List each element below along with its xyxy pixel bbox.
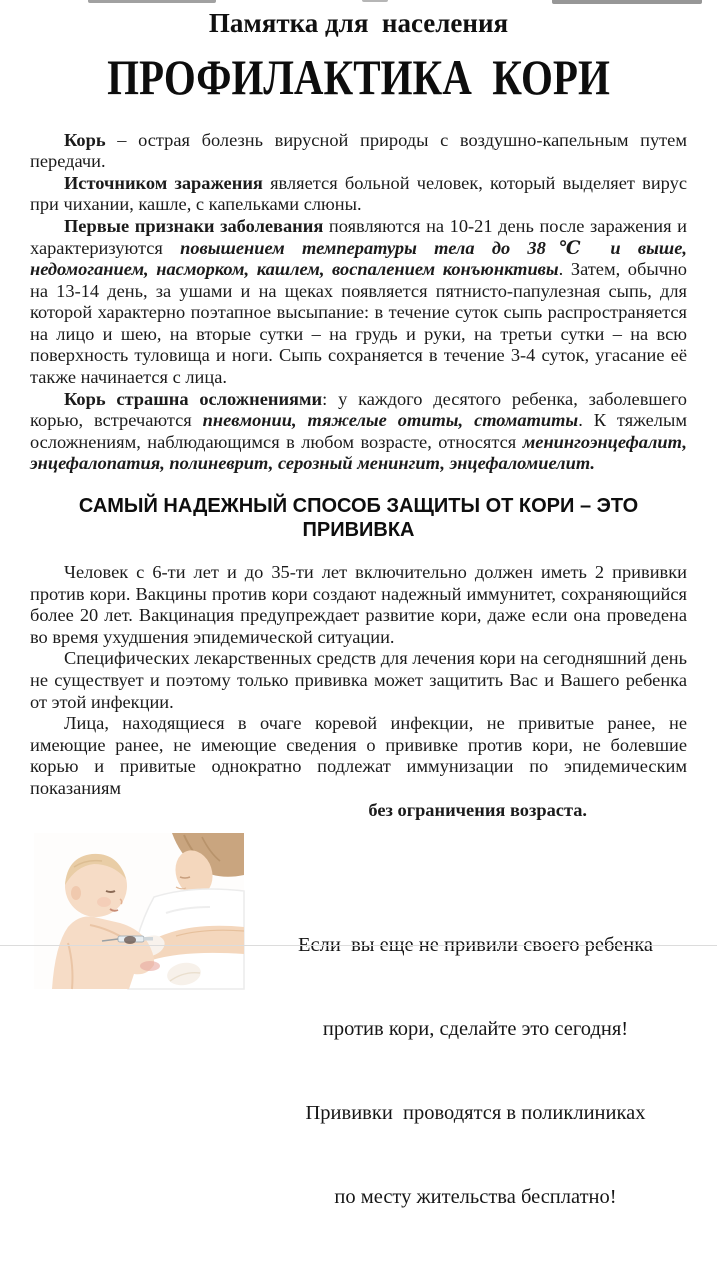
- paragraph-no-treatment: Специфических лекарственных средств для лечения кори на сегодняшний день не существует и поэтому только прививка может защитить Вас и Вашего ребенка от этой инфекции.: [30, 648, 687, 712]
- callout-line: Если вы еще не привили своего ребенка: [298, 934, 653, 957]
- paragraph-contact-persons: Лица, находящиеся в очаге коревой инфекции, не привитые ранее, не имеющие ранее, не имеющие сведения о прививке против кори, не болевшие корью и привитые однократно подлежат иммунизации по эпидемическим показаниям: [30, 713, 687, 798]
- complications-emphasis: пневмонии, тяжелые отиты, стоматиты: [202, 410, 579, 431]
- text-run: является больной человек, который выделяет вирус при чихании, кашле, с капельками слюны.: [30, 172, 687, 215]
- doc-title: ПРОФИЛАКТИКА КОРИ: [107, 49, 610, 106]
- term-measles: Корь: [64, 129, 106, 150]
- text-run: появляются на 10-21 день после заражения и характеризуются: [30, 215, 687, 258]
- text-run: – острая болезнь вирусной природы с воздушно-капельным путем передачи.: [30, 129, 687, 172]
- term-first-signs: Первые признаки заболевания: [64, 215, 324, 236]
- paragraph-definition: [30, 130, 687, 173]
- doc-subtitle: Памятка для населения: [208, 8, 509, 38]
- scan-artifact: [552, 0, 702, 4]
- no-age-limit-line: без ограничения возраста.: [368, 799, 587, 820]
- scan-artifact: [362, 0, 388, 2]
- term-complications: Корь страшна осложнениями: [64, 388, 323, 409]
- text-run: . Затем, обычно на 13-14 день, за ушами и на щеках появляется пятнисто-папулезная сыпь, для которой характерно поэтапное высыпание: в течение суток сыпь распространяется на лицо и шею, на вторые сутки – на грудь и руки, на третьи сутки – на всю поверхность туловища и ноги. Сыпь сохраняется в течение 3-4 суток, угасание её также начинается с лица.: [30, 259, 687, 388]
- scan-edge-line: [0, 945, 717, 946]
- callout-line: по месту жительства бесплатно!: [334, 1186, 617, 1209]
- paragraph-infection-source: [30, 173, 687, 216]
- callout-line: Прививки проводятся в поликлиниках: [305, 1102, 646, 1125]
- text-run: : у каждого десятого ребенка, заболевшего корью, встречаются: [30, 388, 688, 431]
- complications-emphasis: менингоэнцефалит, энцефалопатия, полиневрит, серозный менингит, энцефаломиелит.: [30, 431, 687, 474]
- section-heading-vaccination: САМЫЙ НАДЕЖНЫЙ СПОСОБ ЗАЩИТЫ ОТ КОРИ – ЭТО ПРИВИВКА: [78, 495, 639, 542]
- term-infection-source: Источником заражения: [64, 172, 263, 193]
- scan-artifact: [88, 0, 216, 3]
- callout-line: против кори, сделайте это сегодня!: [322, 1018, 629, 1041]
- paragraph-vaccination-ages: Человек с 6-ти лет и до 35-ти лет включительно должен иметь 2 прививки против кори. Вакцины против кори создают надежный иммунитет, сохраняющийся более 20 лет. Вакцинация предупреждает развитие кори, даже если она проведена во время ухудшения эпидемической ситуации.: [30, 562, 687, 647]
- baby-vaccination-photo: [34, 833, 244, 989]
- callout-text: [244, 875, 717, 1267]
- symptoms-emphasis: повышением температуры тела до 38℃ и выше, недомоганием, насморком, кашлем, воспалением конъюнктивы: [30, 237, 687, 280]
- paragraph-complications: [30, 389, 687, 475]
- text-run: . К тяжелым осложнениям, наблюдающимся в любом возрасте, относятся: [30, 410, 687, 452]
- paragraph-symptoms: [30, 216, 687, 389]
- footer-row: [0, 833, 717, 1267]
